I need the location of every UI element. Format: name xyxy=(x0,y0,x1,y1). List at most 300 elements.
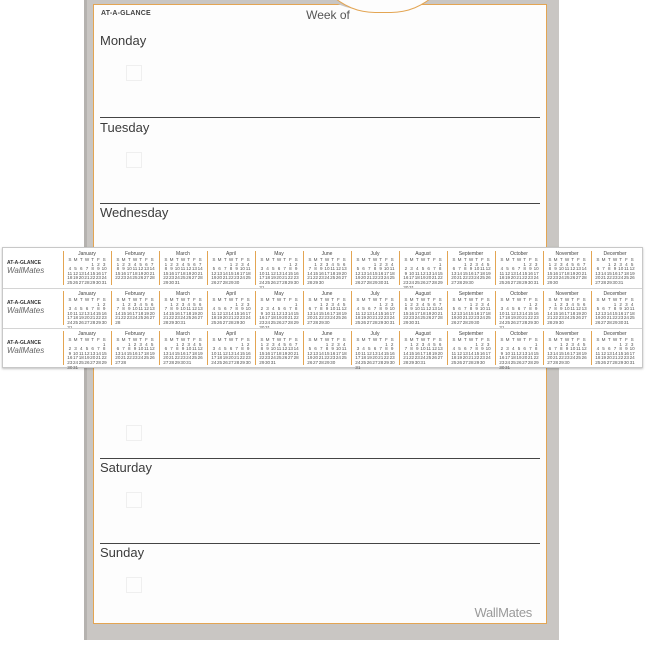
day-number: 14 xyxy=(90,310,96,316)
day-number: 22 xyxy=(126,355,132,361)
day-number: 1 xyxy=(373,261,377,267)
weekday-letter: W xyxy=(324,297,330,302)
day-number: 25 xyxy=(265,279,271,285)
day-number: 7 xyxy=(97,346,100,352)
day-number: 27 xyxy=(451,279,457,285)
day-number: 13 xyxy=(522,350,528,356)
day-number: 7 xyxy=(229,306,233,312)
day-number: 28 xyxy=(169,359,175,365)
day-number: 19 xyxy=(516,355,522,361)
weekday-letter: S xyxy=(404,297,408,302)
mini-month-grid xyxy=(451,298,491,326)
day-number: 20 xyxy=(222,315,228,321)
day-number: 8 xyxy=(613,306,617,312)
day-number: 18 xyxy=(138,310,144,316)
day-number: 26 xyxy=(307,359,313,365)
day-number: 30 xyxy=(265,359,271,365)
mini-month-grid xyxy=(355,338,395,370)
mini-month-grid xyxy=(595,298,635,326)
day-number: 14 xyxy=(462,310,468,316)
weekday-letter: M xyxy=(601,337,606,342)
day-number: 30 xyxy=(533,319,539,325)
day-number: 22 xyxy=(547,275,553,281)
day-number: 21 xyxy=(431,275,437,281)
day-number: 15 xyxy=(462,270,468,276)
yearly-calendar-strip[interactable] xyxy=(2,247,643,368)
day-number: 8 xyxy=(314,266,317,272)
mini-month-grid xyxy=(211,338,251,366)
mini-month-grid xyxy=(403,338,443,366)
weekday-letter: S xyxy=(68,337,72,342)
day-number: 23 xyxy=(101,315,107,321)
day-number: 29 xyxy=(618,359,624,365)
day-number: 24 xyxy=(420,355,426,361)
day-number: 11 xyxy=(192,346,197,352)
day-number: 15 xyxy=(409,350,415,356)
weekday-letter: W xyxy=(516,257,522,262)
weekday-letter: T xyxy=(427,257,431,262)
day-number: 5 xyxy=(630,261,634,267)
day-number: 18 xyxy=(564,270,570,276)
day-number: 19 xyxy=(420,275,426,281)
mini-month-name: November xyxy=(555,251,579,257)
day-number: 30 xyxy=(245,359,251,365)
day-number: 8 xyxy=(235,306,238,312)
day-number: 29 xyxy=(163,279,169,285)
day-number: 22 xyxy=(121,315,127,321)
weekday-letter: M xyxy=(505,337,510,342)
weekday-letter: M xyxy=(505,297,510,302)
mini-month-grid xyxy=(307,258,347,286)
day-number: 19 xyxy=(575,310,581,316)
weekday-letter: F xyxy=(529,337,532,342)
day-number: 18 xyxy=(211,315,217,321)
day-number: 25 xyxy=(414,279,420,285)
day-number: 12 xyxy=(341,306,347,312)
day-number: 21 xyxy=(606,315,612,321)
day-number: 6 xyxy=(229,346,233,352)
day-number: 10 xyxy=(180,306,186,312)
day-number: 10 xyxy=(265,310,271,316)
weekday-letter: T xyxy=(175,257,179,262)
day-number: 5 xyxy=(187,261,190,267)
day-number: 30 xyxy=(180,359,186,365)
day-number: 21 xyxy=(313,315,319,321)
weekday-letter: S xyxy=(438,337,442,342)
day-number: 13 xyxy=(431,306,437,312)
day-number: 24 xyxy=(245,315,251,321)
mini-month xyxy=(159,291,203,325)
mini-month-name: March xyxy=(176,291,190,297)
day-number: 2 xyxy=(102,301,106,307)
day-number: 1 xyxy=(97,301,100,307)
weekday-letter: S xyxy=(548,297,552,302)
weekday-letter: M xyxy=(505,257,510,262)
day-number: 15 xyxy=(234,310,240,316)
weekday-letter: S xyxy=(438,297,442,302)
day-number: 19 xyxy=(149,350,155,356)
day-number: 5 xyxy=(283,341,286,347)
day-number: 9 xyxy=(416,346,419,352)
day-number: 2 xyxy=(560,301,563,307)
day-number: 1 xyxy=(294,301,298,307)
day-number: 14 xyxy=(318,350,324,356)
day-number: 11 xyxy=(276,346,282,352)
day-number: 19 xyxy=(570,270,576,276)
day-number: 16 xyxy=(474,310,480,316)
day-number: 1 xyxy=(529,301,532,307)
day-number: 23 xyxy=(618,315,624,321)
day-number: 2 xyxy=(331,341,334,347)
day-number: 28 xyxy=(287,319,293,325)
strip-wallmates-text: WallMates xyxy=(7,266,45,275)
day-number: 27 xyxy=(276,279,282,285)
day-number: 2 xyxy=(410,301,413,307)
monday-box xyxy=(126,65,142,81)
day-number: 1 xyxy=(241,341,244,347)
day-number: 24 xyxy=(126,275,132,281)
day-number: 29 xyxy=(553,319,559,325)
day-number: 1 xyxy=(554,301,557,307)
weekday-letter: W xyxy=(132,337,138,342)
day-number: 12 xyxy=(282,346,288,352)
day-number: 9 xyxy=(122,266,125,272)
day-number: 6 xyxy=(193,261,196,267)
weekday-letter: W xyxy=(180,297,186,302)
day-number: 6 xyxy=(602,306,605,312)
day-number: 1 xyxy=(170,301,173,307)
weekday-letter: F xyxy=(193,297,196,302)
day-number: 11 xyxy=(420,306,426,312)
weekday-letter: W xyxy=(612,257,618,262)
day-number: 14 xyxy=(437,306,443,312)
mini-month xyxy=(303,251,347,285)
day-number: 20 xyxy=(595,275,601,281)
mini-month-name: February xyxy=(124,291,145,297)
weekday-letter: T xyxy=(463,337,467,342)
day-number: 8 xyxy=(469,306,473,312)
weekday-letter: F xyxy=(337,297,340,302)
mini-month-name: December xyxy=(603,251,627,257)
day-number: 3 xyxy=(506,346,509,352)
day-number: 6 xyxy=(314,346,317,352)
day-number: 18 xyxy=(67,275,73,281)
day-number: 15 xyxy=(115,270,121,276)
day-number: 15 xyxy=(474,350,480,356)
day-number: 10 xyxy=(570,346,576,352)
weekday-letter: S xyxy=(582,257,586,262)
day-number: 8 xyxy=(128,346,131,352)
day-number: 30 xyxy=(293,279,299,285)
weekday-letter: S xyxy=(356,337,360,342)
day-number: 24 xyxy=(499,319,505,325)
weekday-letter: S xyxy=(404,257,408,262)
day-number: 6 xyxy=(548,346,552,352)
day-number: 25 xyxy=(335,315,341,321)
weekday-letter: S xyxy=(596,297,600,302)
day-number: 16 xyxy=(126,310,132,316)
strip-wallmates-text: WallMates xyxy=(7,306,45,315)
day-number: 8 xyxy=(325,346,329,352)
day-number: 14 xyxy=(403,350,409,356)
day-number: 20 xyxy=(149,310,155,316)
weekday-letter: T xyxy=(619,337,623,342)
day-number: 30 xyxy=(564,359,570,365)
day-number: 18 xyxy=(191,350,197,356)
mini-month-name: April xyxy=(225,251,236,257)
day-number: 31 xyxy=(355,364,361,370)
day-number: 27 xyxy=(581,315,587,321)
day-number: 18 xyxy=(505,315,511,321)
day-number: 16 xyxy=(468,270,474,276)
weekday-letter: S xyxy=(486,337,490,342)
weekday-letter: W xyxy=(564,337,570,342)
day-number: 18 xyxy=(389,270,395,276)
day-number: 26 xyxy=(73,279,79,285)
weekday-letter: W xyxy=(276,257,282,262)
day-number: 27 xyxy=(457,319,463,325)
day-number: 24 xyxy=(505,359,511,365)
day-number: 9 xyxy=(102,306,106,312)
day-number: 22 xyxy=(474,355,480,361)
day-number: 3 xyxy=(421,341,425,347)
day-number: 26 xyxy=(84,359,90,365)
day-number: 25 xyxy=(132,275,138,281)
weekday-letter: M xyxy=(601,257,606,262)
day-number: 31 xyxy=(186,359,192,365)
day-number: 3 xyxy=(272,341,275,347)
weekday-letter: W xyxy=(132,297,138,302)
day-number: 4 xyxy=(68,266,72,272)
weekday-letter: T xyxy=(475,337,479,342)
day-number: 13 xyxy=(282,310,288,316)
weekday-letter: T xyxy=(235,297,239,302)
day-number: 17 xyxy=(67,315,73,321)
day-number: 10 xyxy=(73,350,79,356)
weekday-letter: T xyxy=(127,257,131,262)
day-number: 21 xyxy=(234,355,240,361)
day-number: 9 xyxy=(500,350,504,356)
day-number: 4 xyxy=(577,341,580,347)
day-number: 23 xyxy=(239,315,245,321)
day-number: 19 xyxy=(426,310,432,316)
day-number: 10 xyxy=(138,346,144,352)
day-number: 16 xyxy=(558,310,564,316)
weekday-letter: T xyxy=(175,297,179,302)
day-number: 19 xyxy=(355,275,361,281)
weekday-letter: W xyxy=(612,337,618,342)
day-number: 9 xyxy=(390,346,394,352)
day-number: 25 xyxy=(575,355,581,361)
weekday-letter: S xyxy=(630,337,634,342)
day-number: 18 xyxy=(78,355,84,361)
day-number: 2 xyxy=(500,346,504,352)
mini-month-name: December xyxy=(603,331,627,337)
day-number: 9 xyxy=(379,266,382,272)
mini-month xyxy=(111,291,155,325)
day-number: 13 xyxy=(191,266,197,272)
day-number: 26 xyxy=(420,279,426,285)
day-number: 29 xyxy=(234,319,240,325)
day-number: 4 xyxy=(187,301,190,307)
day-number: 1 xyxy=(608,261,611,267)
day-number: 19 xyxy=(197,350,203,356)
day-number: 5 xyxy=(342,301,346,307)
day-number: 8 xyxy=(176,346,179,352)
day-number: 23 xyxy=(527,275,533,281)
mini-month-grid xyxy=(307,338,347,366)
weekday-letter: F xyxy=(97,297,100,302)
day-number: 11 xyxy=(499,270,505,276)
weekday-letter: S xyxy=(260,337,264,342)
mini-month xyxy=(351,331,395,370)
day-number: 13 xyxy=(222,310,228,316)
mini-month-name: October xyxy=(510,291,528,297)
day-number: 17 xyxy=(126,270,132,276)
day-number: 3 xyxy=(337,341,340,347)
mini-month-name: July xyxy=(370,331,380,337)
day-number: 11 xyxy=(180,266,186,272)
day-number: 26 xyxy=(361,319,367,325)
day-number: 8 xyxy=(97,306,100,312)
day-number: 4 xyxy=(596,346,600,352)
day-number: 25 xyxy=(355,319,361,325)
day-number: 29 xyxy=(378,319,384,325)
day-number: 10 xyxy=(564,306,570,312)
day-number: 11 xyxy=(245,266,251,272)
day-number: 29 xyxy=(259,359,265,365)
day-number: 23 xyxy=(293,275,299,281)
day-number: 25 xyxy=(78,359,84,365)
day-number: 9 xyxy=(320,266,323,272)
day-number: 3 xyxy=(571,341,574,347)
day-number: 4 xyxy=(80,346,83,352)
day-number: 10 xyxy=(324,266,330,272)
day-number: 19 xyxy=(73,275,79,281)
day-number: 20 xyxy=(522,355,528,361)
day-number: 31 xyxy=(174,279,180,285)
day-number: 6 xyxy=(218,266,221,272)
weekday-letter: M xyxy=(73,297,78,302)
mini-month xyxy=(255,291,299,325)
weekday-letter: S xyxy=(500,337,504,342)
weekday-letter: T xyxy=(367,257,371,262)
day-number: 19 xyxy=(451,315,457,321)
day-number: 26 xyxy=(276,319,282,325)
day-number: 22 xyxy=(228,275,234,281)
mini-month-name: October xyxy=(510,331,528,337)
day-number: 18 xyxy=(623,270,629,276)
day-number: 7 xyxy=(164,306,168,312)
day-number: 21 xyxy=(553,355,559,361)
day-number: 10 xyxy=(186,346,192,352)
day-number: 28 xyxy=(457,279,463,285)
day-number: 5 xyxy=(458,346,461,352)
day-number: 7 xyxy=(170,346,173,352)
day-number: 20 xyxy=(341,270,347,276)
day-number: 20 xyxy=(366,315,372,321)
weekday-letter: T xyxy=(427,337,431,342)
day-number: 4 xyxy=(416,266,419,272)
day-number: 16 xyxy=(95,270,101,276)
day-number: 4 xyxy=(139,301,142,307)
day-number: 26 xyxy=(211,279,217,285)
weekday-letter: T xyxy=(271,297,275,302)
day-saturday: Saturday xyxy=(100,460,153,475)
day-number: 22 xyxy=(234,315,240,321)
day-number: 28 xyxy=(462,319,468,325)
day-number: 2 xyxy=(241,301,244,307)
day-number: 12 xyxy=(570,266,576,272)
day-number: 3 xyxy=(176,261,179,267)
day-number: 15 xyxy=(403,310,409,316)
day-number: 27 xyxy=(143,275,149,281)
strip-brand-text: AT-A-GLANCE xyxy=(7,300,42,306)
day-number: 28 xyxy=(601,279,607,285)
day-number: 16 xyxy=(180,350,186,356)
weekday-letter: S xyxy=(68,297,72,302)
weekday-letter: F xyxy=(481,257,484,262)
day-number: 3 xyxy=(187,341,190,347)
day-number: 23 xyxy=(612,275,618,281)
day-number: 10 xyxy=(505,350,511,356)
day-number: 25 xyxy=(361,359,367,365)
day-number: 24 xyxy=(383,275,389,281)
day-number: 23 xyxy=(479,355,485,361)
day-number: 2 xyxy=(246,341,250,347)
day-number: 17 xyxy=(505,355,511,361)
day-number: 4 xyxy=(625,261,628,267)
day-number: 28 xyxy=(522,319,528,325)
day-number: 24 xyxy=(389,315,395,321)
day-number: 7 xyxy=(554,346,557,352)
day-number: 10 xyxy=(618,266,624,272)
day-number: 26 xyxy=(485,275,491,281)
mini-month xyxy=(303,291,347,325)
day-number: 23 xyxy=(259,319,265,325)
day-number: 20 xyxy=(282,315,288,321)
day-number: 12 xyxy=(485,266,491,272)
day-number: 31 xyxy=(270,359,276,365)
day-number: 2 xyxy=(613,261,617,267)
day-number: 25 xyxy=(270,319,276,325)
day-number: 13 xyxy=(313,350,319,356)
day-number: 6 xyxy=(91,346,94,352)
weekday-letter: W xyxy=(372,297,378,302)
day-number: 2 xyxy=(68,346,72,352)
day-number: 19 xyxy=(138,270,144,276)
day-number: 20 xyxy=(457,315,463,321)
day-number: 18 xyxy=(265,275,271,281)
day-number: 27 xyxy=(431,315,437,321)
weekday-letter: S xyxy=(630,257,634,262)
day-number: 13 xyxy=(143,266,149,272)
weekday-letter: T xyxy=(463,297,467,302)
day-number: 16 xyxy=(265,350,271,356)
day-number: 22 xyxy=(115,275,121,281)
day-number: 7 xyxy=(294,341,298,347)
day-number: 5 xyxy=(277,306,281,312)
mini-month xyxy=(111,251,155,285)
weekday-letter: F xyxy=(625,297,628,302)
weekday-letter: F xyxy=(385,297,388,302)
day-number: 22 xyxy=(533,355,539,361)
day-number: 26 xyxy=(149,355,155,361)
day-number: 29 xyxy=(527,319,533,325)
mini-month-grid xyxy=(115,338,155,366)
day-number: 20 xyxy=(431,310,437,316)
weekday-letter: F xyxy=(577,257,580,262)
